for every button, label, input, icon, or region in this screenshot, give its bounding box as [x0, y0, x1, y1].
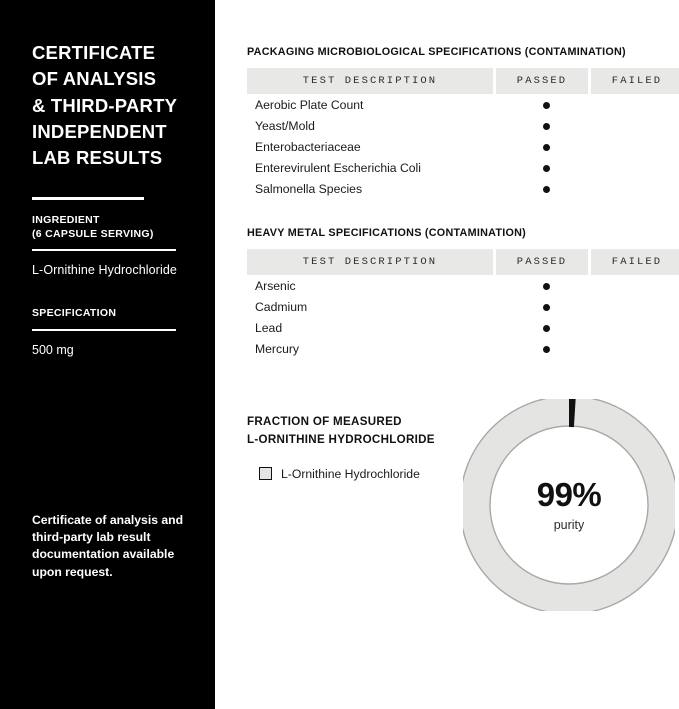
donut-inner-outline: [490, 426, 648, 584]
test-description: Salmonella Species: [255, 181, 363, 196]
test-description: Lead: [255, 320, 283, 335]
column-header-failed: FAILED: [590, 249, 679, 275]
passed-dot-icon: [543, 283, 550, 290]
test-description: Cadmium: [255, 299, 308, 314]
test-description: Aerobic Plate Count: [255, 97, 364, 112]
page-title-line-4: INDEPENDENT: [32, 120, 167, 142]
page-title-line-1: CERTIFICATE: [32, 42, 156, 63]
title-divider: [32, 197, 144, 200]
page-title-line-3: & THIRD-PARTY: [32, 94, 178, 116]
fraction-title-line-1: FRACTION OF MEASURED: [247, 415, 402, 428]
passed-mark: [495, 136, 590, 157]
passed-mark: [495, 317, 590, 338]
sidebar: [0, 0, 215, 709]
passed-dot-icon: [543, 144, 550, 151]
table-row: [247, 157, 679, 178]
passed-mark: [495, 296, 590, 317]
page-title-line-5: LAB RESULTS: [32, 147, 163, 169]
ingredient-label-line-2: (6 CAPSULE SERVING): [32, 227, 154, 240]
purity-percent: 99%: [536, 476, 602, 513]
failed-mark: [590, 338, 679, 359]
main-content: [215, 0, 679, 709]
ingredient-underline: [32, 249, 176, 251]
specification-value: 500 mg: [32, 342, 74, 357]
legend-label: L-Ornithine Hydrochloride: [281, 466, 420, 481]
test-description: Enterevirulent Escherichia Coli: [255, 160, 421, 175]
table-row: [247, 115, 679, 136]
table-row: [247, 296, 679, 317]
passed-dot-icon: [543, 346, 550, 353]
test-description: Enterobacteriaceae: [255, 139, 361, 154]
passed-mark: [495, 275, 590, 296]
specification-label: SPECIFICATION: [32, 307, 117, 320]
fraction-title-line-2: L-ORNITHINE HYDROCHLORIDE: [247, 432, 435, 446]
column-header-test-description: TEST DESCRIPTION: [247, 68, 495, 94]
table-row: [247, 275, 679, 296]
table-header-row: [247, 249, 679, 275]
purity-donut-chart: [463, 399, 675, 611]
passed-mark: [495, 178, 590, 199]
column-header-passed: PASSED: [495, 68, 590, 94]
section-packaging-microbiological: [247, 46, 679, 199]
failed-mark: [590, 157, 679, 178]
passed-dot-icon: [543, 186, 550, 193]
test-description: Arsenic: [255, 278, 296, 293]
section-fraction-measured: [247, 401, 679, 631]
column-header-passed: PASSED: [495, 249, 590, 275]
passed-mark: [495, 94, 590, 115]
page-title: [32, 40, 183, 171]
specification-block: [32, 307, 183, 356]
column-header-test-description: TEST DESCRIPTION: [247, 249, 495, 275]
failed-mark: [590, 275, 679, 296]
purity-sublabel: purity: [553, 518, 585, 532]
passed-dot-icon: [543, 123, 550, 130]
passed-mark: [495, 115, 590, 136]
table-row: [247, 338, 679, 359]
passed-mark: [495, 338, 590, 359]
passed-mark: [495, 157, 590, 178]
ingredient-label-line-1: INGREDIENT: [32, 214, 100, 227]
page-title-line-2: OF ANALYSIS: [32, 68, 157, 90]
legend-swatch-icon: [259, 467, 272, 480]
heavy-metal-table: [247, 249, 679, 359]
ingredient-label: [32, 214, 183, 241]
section-title: HEAVY METAL SPECIFICATIONS (CONTAMINATION): [247, 227, 527, 239]
passed-dot-icon: [543, 165, 550, 172]
table-row: [247, 317, 679, 338]
section-title: PACKAGING MICROBIOLOGICAL SPECIFICATIONS (CONTAMINATION): [247, 46, 626, 58]
ingredient-block: [32, 214, 183, 277]
table-row: [247, 94, 679, 115]
test-description: Mercury: [255, 341, 300, 356]
table-row: [247, 136, 679, 157]
passed-dot-icon: [543, 304, 550, 311]
donut-track: [475, 411, 663, 599]
column-header-failed: FAILED: [590, 68, 679, 94]
test-description: Yeast/Mold: [255, 118, 315, 133]
sidebar-footnote: Certificate of analysis and third-party lab result documentation available upon request.: [32, 512, 184, 579]
failed-mark: [590, 178, 679, 199]
failed-mark: [590, 136, 679, 157]
passed-dot-icon: [543, 102, 550, 109]
ingredient-value: L-Ornithine Hydrochloride: [32, 263, 177, 278]
specification-underline: [32, 329, 176, 331]
failed-mark: [590, 317, 679, 338]
donut-svg: [463, 399, 675, 611]
fraction-title: [247, 401, 467, 449]
failed-mark: [590, 94, 679, 115]
failed-mark: [590, 296, 679, 317]
section-heavy-metal: [247, 227, 679, 359]
passed-dot-icon: [543, 325, 550, 332]
table-header-row: [247, 68, 679, 94]
failed-mark: [590, 115, 679, 136]
packaging-microbiological-table: [247, 68, 679, 199]
table-row: [247, 178, 679, 199]
